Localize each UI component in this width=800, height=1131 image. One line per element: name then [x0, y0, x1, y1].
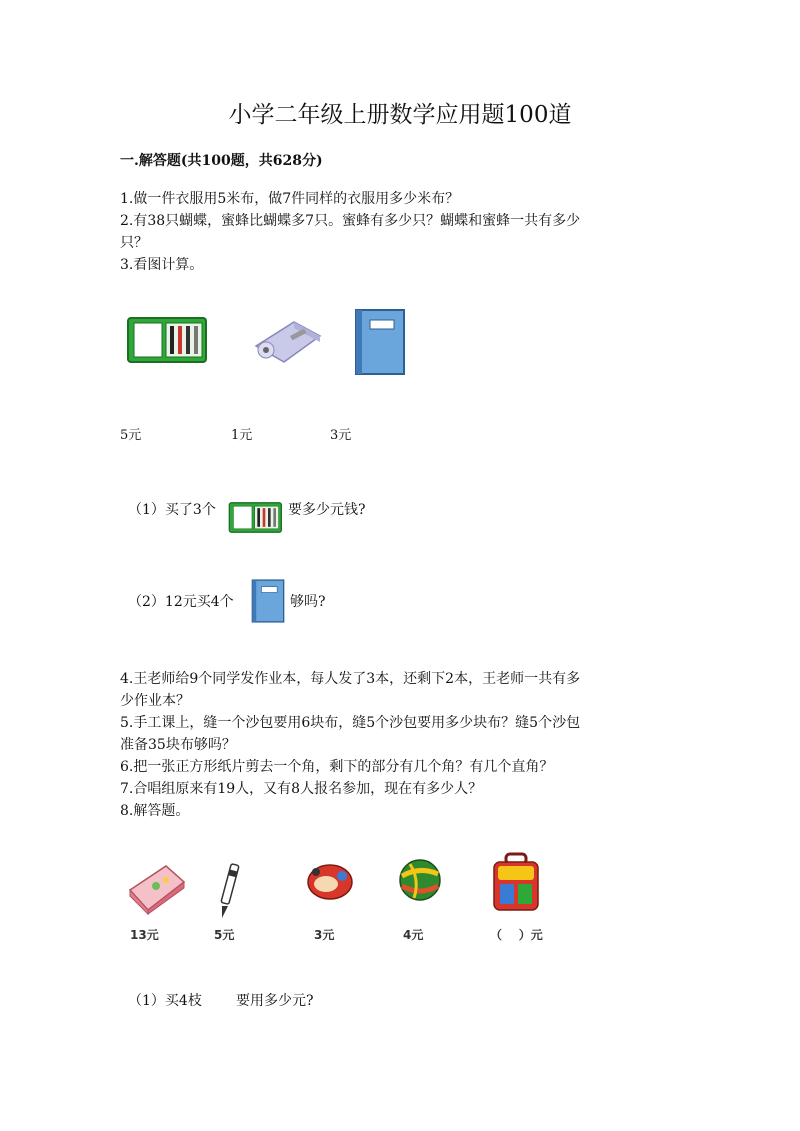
question-4-line-2: 少作业本？	[120, 693, 190, 709]
question-7: 7.合唱组原来有19人，又有8人报名参加，现在有多少人？	[120, 781, 483, 797]
ball-icon	[398, 858, 442, 902]
q8-sub-1-tail: 要用多少元?	[236, 993, 314, 1009]
pencil-case-icon	[126, 314, 210, 366]
q3-sub-2-text: （2）12元买4个	[128, 594, 234, 610]
notebook-icon	[354, 308, 406, 376]
pencil-sharpener-icon	[250, 316, 324, 366]
pencil-case-icon	[228, 500, 284, 535]
pen-icon	[214, 860, 244, 920]
price-blank-label: （ ）元	[490, 928, 543, 942]
price-label: 4元	[403, 928, 424, 942]
q3-sub-1-text: （1）买了3个	[128, 502, 216, 518]
price-label: 1元	[231, 428, 253, 443]
section-heading: 一.解答题(共100题，共628分)	[120, 153, 323, 169]
pencil-box-icon	[126, 860, 188, 916]
question-2-line-2: 只？	[120, 235, 148, 251]
question-6: 6.把一张正方形纸片剪去一个角，剩下的部分有几个角？有几个直角？	[120, 759, 554, 775]
price-label: 3元	[330, 428, 352, 443]
notebook-icon	[251, 578, 285, 624]
question-4-line-1: 4.王老师给9个同学发作业本，每人发了3本，还剩下2本，王老师一共有多	[120, 671, 581, 687]
q3-sub-2-tail: 够吗?	[290, 594, 326, 610]
price-label: 5元	[120, 428, 142, 443]
question-5-line-1: 5.手工课上，缝一个沙包要用6块布，缝5个沙包要用多少块布？缝5个沙包	[120, 715, 581, 731]
question-3: 3.看图计算。	[120, 257, 204, 273]
price-label: 3元	[314, 928, 335, 942]
question-8: 8.解答题。	[120, 803, 190, 819]
q8-sub-1-text: （1）买4枝	[128, 993, 202, 1009]
toy-icon	[304, 858, 356, 904]
question-2-line-1: 2.有38只蝴蝶，蜜蜂比蝴蝶多7只。蜜蜂有多少只？蝴蝶和蜜蜂一共有多少	[120, 213, 581, 229]
document-title: 小学二年级上册数学应用题100道	[228, 102, 572, 128]
price-label: 5元	[214, 928, 235, 942]
question-1: 1.做一件衣服用5米布，做7件同样的衣服用多少米布？	[120, 191, 460, 207]
question-5-line-2: 准备35块布够吗？	[120, 737, 236, 753]
price-label: 13元	[130, 928, 159, 942]
q3-sub-1-tail: 要多少元钱?	[288, 502, 366, 518]
backpack-icon	[490, 852, 542, 914]
